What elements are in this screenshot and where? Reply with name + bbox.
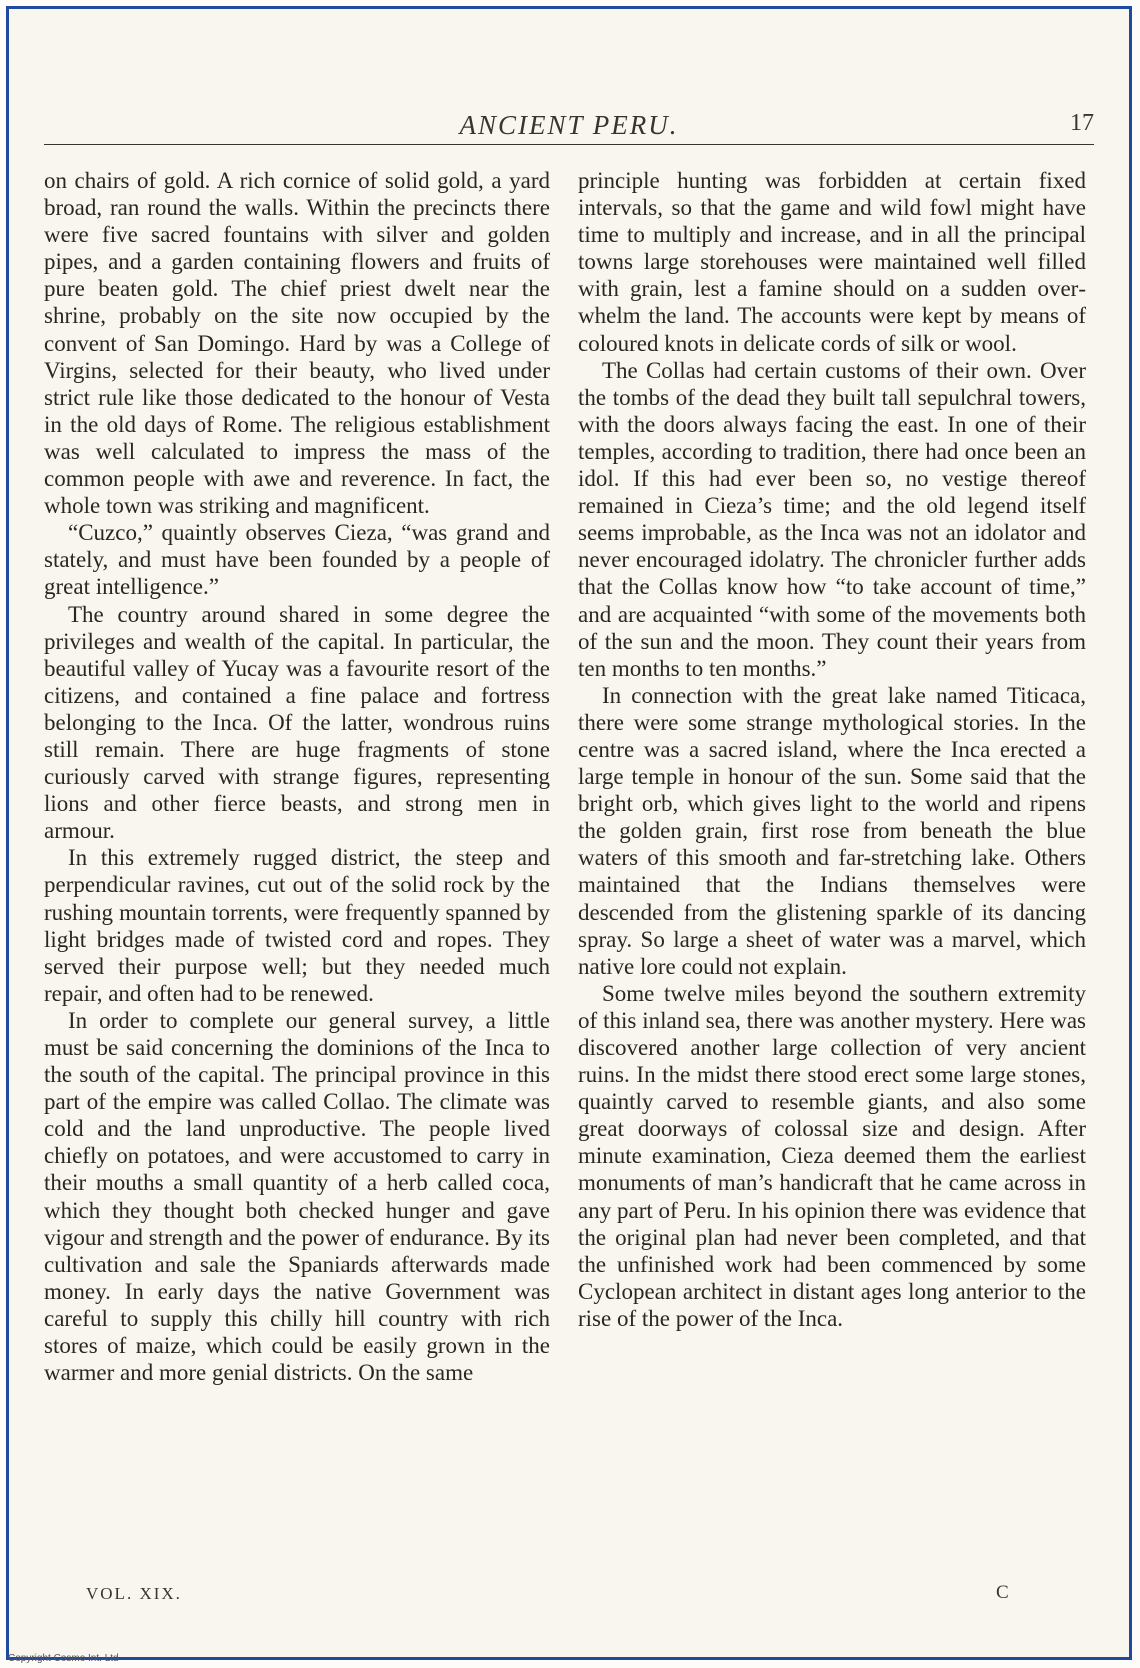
page-number: 17 (1070, 110, 1094, 136)
copyright-watermark: Copyright Cosmo Int. Ltd (8, 1653, 119, 1664)
running-title: ANCIENT PERU. (459, 110, 679, 140)
page-header (44, 108, 1094, 145)
paragraph: In connection with the great lake named Titicaca, there were some strange mythological stories. In the centre was a sacred island, where the Inca erected a large temple in honour of the sun. Some said that the bright orb, which gives light to the world and ripens the golden grain, first rose from beneath the blue waters of this smooth and far-stretching lake. Others maintained that the Indians themselves were descended from the glistening sparkle of its dancing spray. So large a sheet of water was a marvel, which native lore could not explain. (578, 682, 1086, 979)
signature-mark: C (996, 1582, 1009, 1603)
right-column (578, 167, 1086, 1332)
paragraph: Some twelve miles beyond the southern extremity of this inland sea, there was another mystery. Here was discovered another large collection of very ancient ruins. In the midst there stood erect some large stones, quaintly carved to resemble giants, and also some great doorways of colossal size and design. After minute examination, Cieza deemed them the earliest monuments of man’s handicraft that he came across in any part of Peru. In his opinion there was evidence that the original plan had never been completed, and that the unfinished work had been commenced by some Cyclopean architect in distant ages long anterior to the rise of the power of the Inca. (578, 980, 1086, 1331)
paragraph: The country around shared in some degree the privileges and wealth of the capital. In particular, the beautiful valley of Yucay was a favourite resort of the citizens, and contained a fine palace and fortress belonging to the Inca. Of the latter, wondrous ruins still remain. There are huge fragments of stone curiously carved with strange figures, representing lions and other fierce beasts, and strong men in armour. (44, 601, 550, 844)
paragraph: In order to complete our general survey, a little must be said concerning the dominions of the Inca to the south of the capital. The principal province in this part of the empire was called Collao. The climate was cold and the land unproductive. The people lived chiefly on potatoes, and were accustomed to carry in their mouths a small quantity of a herb called coca, which they thought both checked hunger and gave vigour and strength and the power of endurance. By its cultivation and sale the Spaniards afterwards made money. In early days the native Government was careful to supply this chilly hill country with rich stores of maize, which could be easily grown in the warmer and more genial districts. On the same (44, 1007, 550, 1386)
paragraph: principle hunting was forbidden at certain fixed intervals, so that the game and wild fowl might have time to multiply and increase, and in all the principal towns large storehouses were maintained well filled with grain, lest a famine should on a sudden overwhelm the land. The accounts were kept by means of coloured knots in delicate cords of silk or wool. (578, 168, 1086, 356)
paragraph: “Cuzco,” quaintly observes Cieza, “was grand and stately, and must have been founded by a people of great intelligence.” (44, 520, 550, 600)
volume-label: VOL. XIX. (86, 1584, 182, 1603)
paragraph: In this extremely rugged district, the steep and perpendicular ravines, cut out of the solid rock by the rushing mountain torrents, were frequently spanned by light bridges made of twisted cord and ropes. They served their purpose well; but they needed much repair, and often had to be renewed. (44, 845, 550, 1006)
paragraph: The Collas had certain customs of their own. Over the tombs of the dead they built tall sepulchral towers, with the doors always facing the east. In one of their temples, according to tradition, there had once been an idol. If this had ever been so, no vestige thereof remained in Cieza’s time; and the old legend itself seems improbable, as the Inca was not an idolator and never encouraged idolatry. The chronicler further adds that the Collas know how “to take account of time,” and are acquainted “with some of the movements both of the sun and the moon. They count their years from ten months to ten months.” (578, 357, 1086, 681)
left-column (44, 167, 550, 1386)
paragraph: on chairs of gold. A rich cornice of solid gold, a yard broad, ran round the walls. Within the precincts there were five sacred fountains with silver and golden pipes, and a garden containing flowers and fruits of pure beaten gold. The chief priest dwelt near the shrine, probably on the site now occupied by the convent of San Domingo. Hard by was a College of Virgins, selected for their beauty, who lived under strict rule like those dedicated to the honour of Vesta in the old days of Rome. The religious establishment was well calculated to impress the mass of the common people with awe and reverence. In fact, the whole town was striking and magnificent. (44, 168, 550, 519)
